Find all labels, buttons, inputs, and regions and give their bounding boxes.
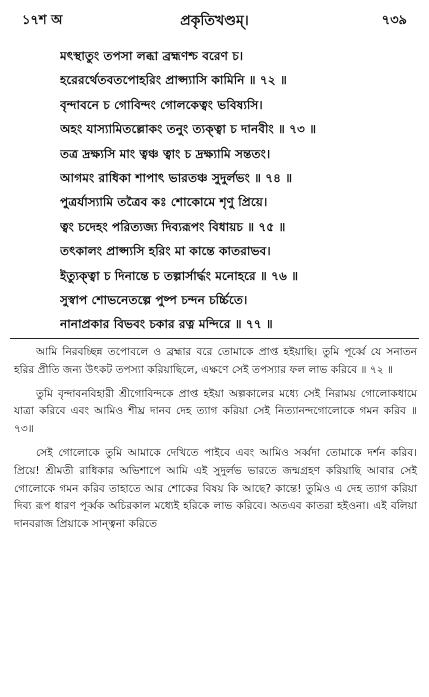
- translation-paragraph: সেই গোলোকে তুমি আমাকে দেখিতে পাইবে এবং আমিও সর্ব্বদা তোমাকে দর্শন করিব। প্রিয়ে! শ্রীমতী রাধিকার অভিশাপে আমি এই সুদুর্লভ ভারতে জন্মগ্রহণ করিয়াছি আবার সেই গোলোকে গমন করিব তাহাতে আর শোকের বিষয় কি আছে? কান্তে! তুমিও এ দেহ ত্যাগ করিয়া দিব্য রূপ ধারণ পূর্ব্বক অচিরকাল মধ্যেই হরিকে লাভ করিবে। অতএব কাতরা হইওনা। এই বলিয়া দানবরাজ প্রিয়াকে সান্ত্বনা করিতে: [14, 446, 417, 531]
- verse-line: নানাপ্রকার বিভবং চকার রত্ন মন্দিরে ॥ ৭৭ ॥: [60, 317, 273, 332]
- verse-line: বৃন্দাবনে চ গোবিন্দং গোলকেত্বং ভবিষ্যসি।: [60, 97, 263, 112]
- sanskrit-verses: [60, 44, 415, 337]
- bengali-translation: [14, 344, 417, 540]
- verse-line: মৎস্থাতুং তপসা লব্ধা ব্রহ্মণশ্চ বরেণ চ।: [60, 49, 244, 63]
- page-number: ৭৩৯: [381, 12, 407, 28]
- translation-paragraph: তুমি বৃন্দাবনবিহারী শ্রীগোবিন্দকে প্রাপ্ত হইয়া অল্পকালের মধ্যে সেই নিরাময় গোলোকধামে যাত্রা করিবে এবং আমিও শীঘ্র দানব দেহ ত্যাগ করিয়া সেই নিত্যানন্দগোলোকে গমন করিব ॥ ৭৩॥: [14, 387, 417, 436]
- verse-line: অহং যাস্যামিতল্লোকং তনুং ত্যক্ত্বা চ দানবীং ॥ ৭৩ ॥: [60, 122, 317, 137]
- verse-line: আগমং রাধিকা শাপাৎ ভারতঞ্চ সুদুর্লভং ॥ ৭৪ ॥: [60, 171, 293, 186]
- verse-line: ইত্যুক্ত্বা চ দিনান্তে চ তল্পার্সার্দ্ধং মনোহরে ॥ ৭৬ ॥: [60, 268, 299, 283]
- verse-line: পুত্রর্যাস্যামি তত্রৈব কঃ শোকোমে শৃণু প্রিয়ে।: [60, 195, 268, 210]
- page-header: [22, 10, 407, 32]
- section-divider: [10, 338, 419, 339]
- verse-line: ত্বং চদেহং পরিত্যজ্য দিব্যরূপং বিধায়চ ॥ ৭৫ ॥: [60, 219, 286, 234]
- translation-paragraph: আমি নিরবচ্ছিন্ন তপোবলে ও ব্রহ্মার বরে তোমাকে প্রাপ্ত হইয়াছি। তুমি পূর্ব্বে যে সনাতন হরির প্রীতি জন্য উৎকট তপস্যা করিয়াছিলে, এক্ষণে সেই তপস্যার ফল লাভ করিবে ॥ ৭২ ॥: [14, 346, 417, 376]
- verse-line: হরেরর্থেতবতপোহরিং প্রাপ্স্যাসি কামিনি ॥ ৭২ ॥: [60, 73, 287, 88]
- book-title: প্রকৃতিখণ্ডম্।: [180, 13, 249, 29]
- verse-line: তত্র দ্রক্ষ্যসি মাং ত্বঞ্চ ত্বাং চ দ্রক্ষ্যামি সন্ততং।: [60, 146, 271, 161]
- verse-line: তৎকালং প্রাপ্স্যসি হরিং মা কান্তে কাতরাভব।: [60, 244, 271, 259]
- chapter-label: ১৭শ অ: [22, 12, 63, 28]
- verse-line: সুস্বাপ শোভনেতল্পে পুষ্প চন্দন চর্চ্চিতে।: [60, 293, 248, 308]
